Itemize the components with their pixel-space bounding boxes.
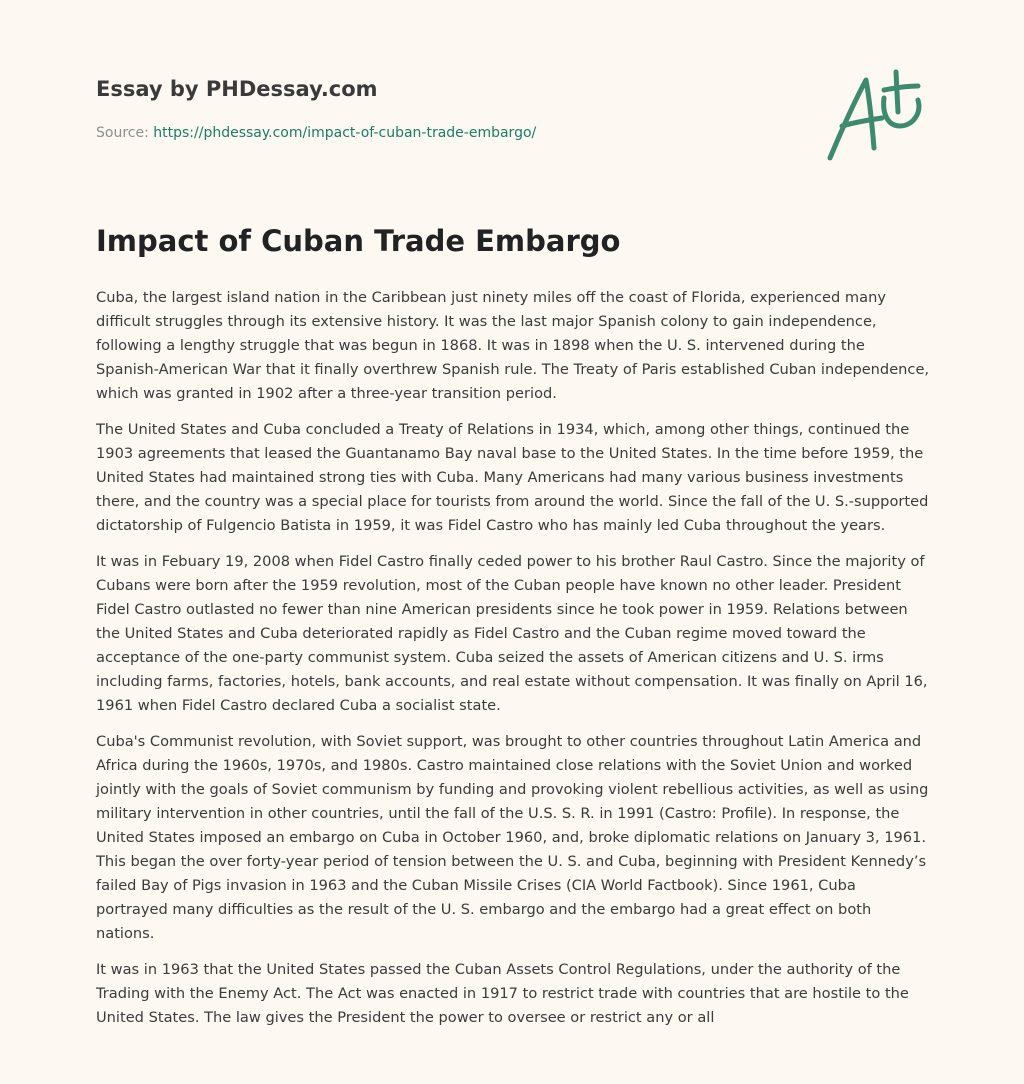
- a-plus-logo-icon: [826, 68, 926, 164]
- essay-body: [96, 286, 932, 1042]
- essay-paragraph: Cuba's Communist revolution, with Soviet support, was brought to other countries throughout Latin America and Africa during the 1960s, 1970s, and 1980s. Castro maintained close relations with the Soviet Union and worked jointly with the goals of Soviet communism by funding and provoking violent rebellious activities, as well as using military intervention in other countries, until the fall of the U.S. S. R. in 1991 (Castro: Profile). In response, the United States imposed an embargo on Cuba in October 1960, and, broke diplomatic relations on January 3, 1961. This began the over forty-year period of tension between the U. S. and Cuba, beginning with President Kennedy’s failed Bay of Pigs invasion in 1963 and the Cuban Missile Crises (CIA World Factbook). Since 1961, Cuba portrayed many difficulties as the result of the U. S. embargo and the embargo had a great effect on both nations.: [96, 733, 929, 942]
- essay-paragraph: Cuba, the largest island nation in the Caribbean just ninety miles off the coast of Florida, experienced many difficult struggles through its extensive history. It was the last major Spanish colony to gain independence, following a lengthy struggle that was begun in 1868. It was in 1898 when the U. S. intervened during the Spanish-American War that it finally overthrew Spanish rule. The Treaty of Paris established Cuban independence, which was granted in 1902 after a three-year transition period.: [96, 289, 930, 402]
- source-link[interactable]: https://phdessay.com/impact-of-cuban-trade-embargo/: [153, 125, 537, 141]
- essay-paragraph: It was in 1963 that the United States passed the Cuban Assets Control Regulations, under the authority of the Trading with the Enemy Act. The Act was enacted in 1917 to restrict trade with countries that are hostile to the United States. The law gives the President the power to oversee or restrict any or all: [96, 961, 909, 1026]
- source-label: Source:: [96, 125, 149, 141]
- essay-paragraph: The United States and Cuba concluded a Treaty of Relations in 1934, which, among other things, continued the 1903 agreements that leased the Guantanamo Bay naval base to the United States. In the time before 1959, the United States had maintained strong ties with Cuba. Many Americans had many various business investments there, and the country was a special place for tourists from around the world. Since the fall of the U. S.-supported dictatorship of Fulgencio Batista in 1959, it was Fidel Castro who has mainly led Cuba throughout the years.: [96, 421, 929, 534]
- essay-title: Impact of Cuban Trade Embargo: [96, 224, 621, 258]
- essay-paragraph: It was in Febuary 19, 2008 when Fidel Castro finally ceded power to his brother Raul Castro. Since the majority of Cubans were born after the 1959 revolution, most of the Cuban people have known no other leader. President Fidel Castro outlasted no fewer than nine American presidents since he took power in 1959. Relations between the United States and Cuba deteriorated rapidly as Fidel Castro and the Cuban regime moved toward the acceptance of the one-party communist system. Cuba seized the assets of American citizens and U. S. irms including farms, factories, hotels, bank accounts, and real estate without compensation. It was finally on April 16, 1961 when Fidel Castro declared Cuba a socialist state.: [96, 553, 928, 714]
- source-line: [96, 125, 536, 141]
- brand-title: Essay by PHDessay.com: [96, 77, 378, 101]
